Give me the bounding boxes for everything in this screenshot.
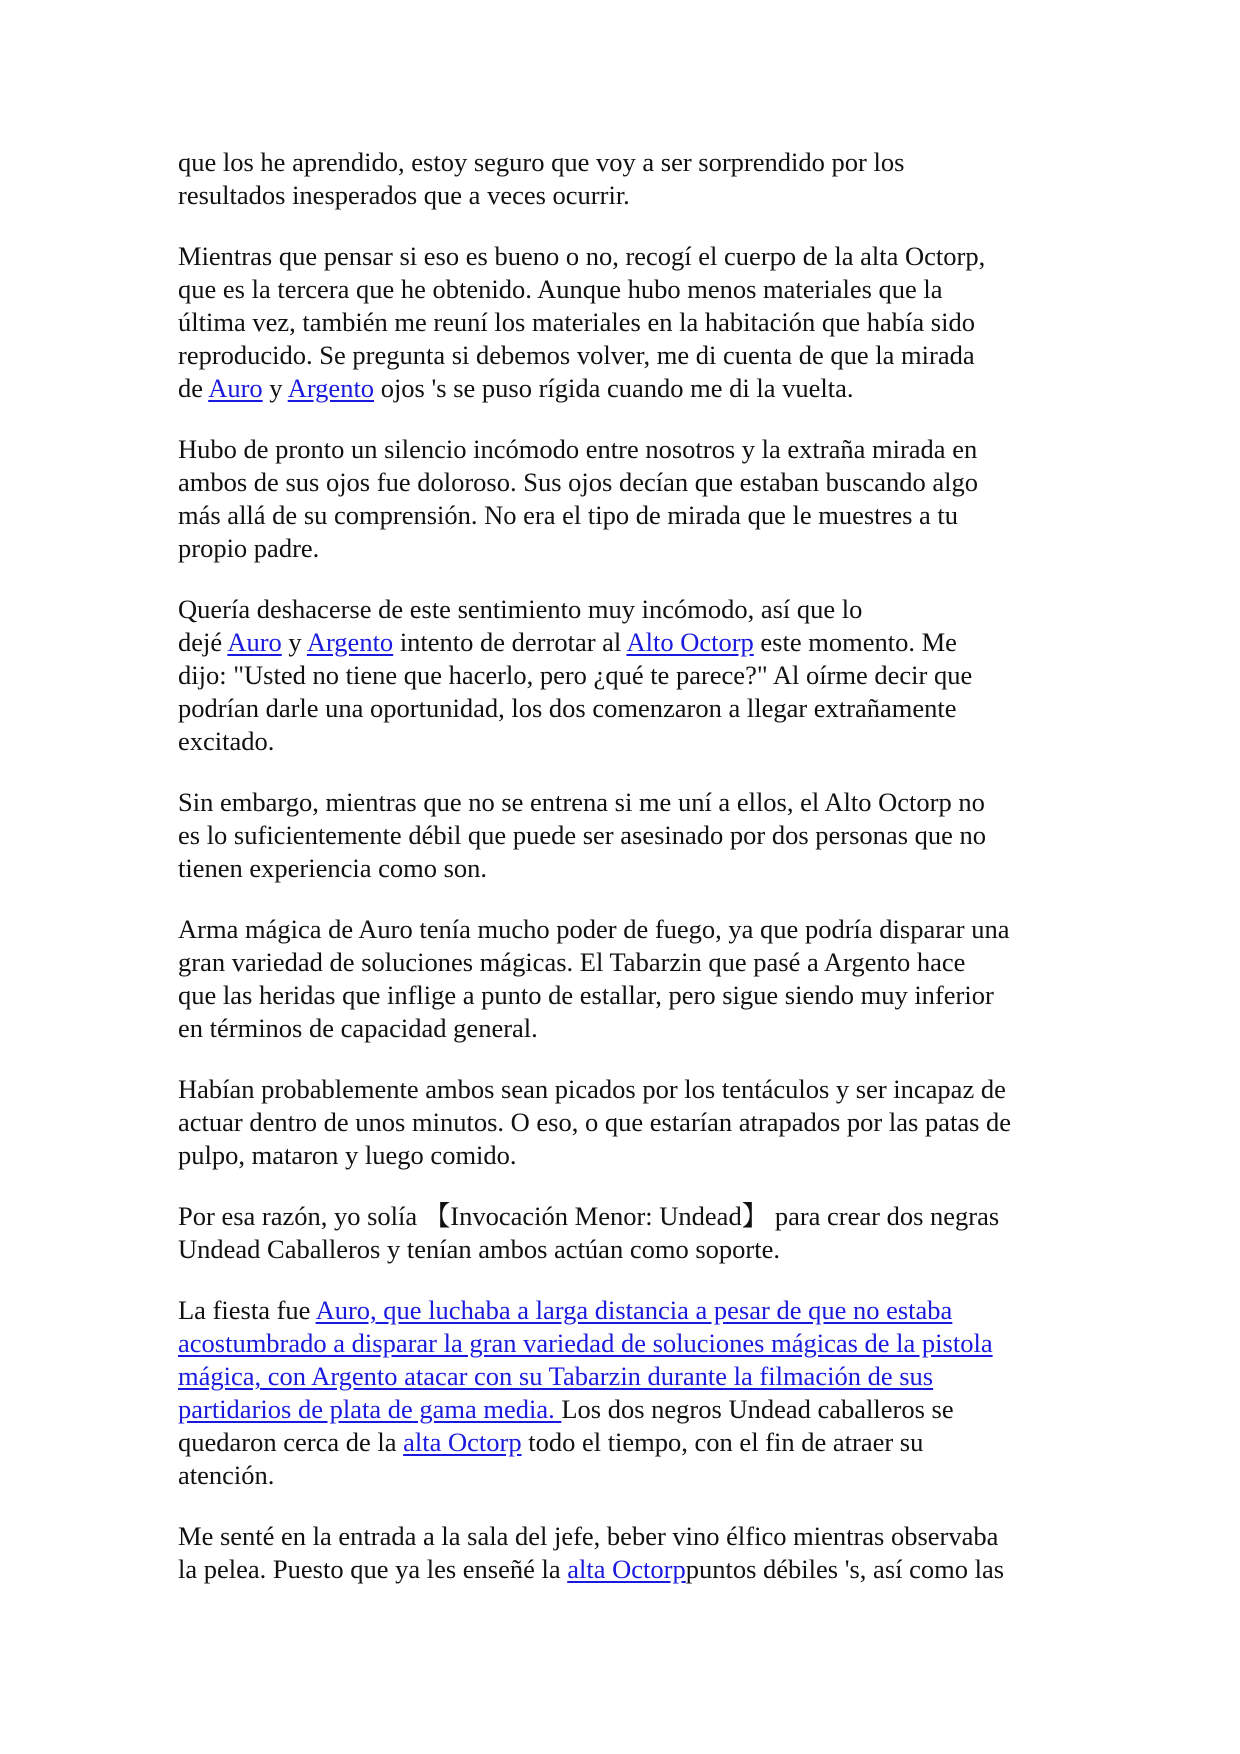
- paragraph: [178, 1200, 1083, 1266]
- text-segment: gran variedad de soluciones mágicas. El Tabarzin que pasé a Argento hace: [178, 947, 966, 977]
- text-line: [178, 913, 1083, 946]
- text-line: [178, 1073, 1083, 1106]
- text-segment: de: [178, 373, 209, 403]
- paragraph: [178, 1520, 1083, 1586]
- paragraph: [178, 433, 1083, 565]
- document-page: [178, 146, 1083, 1614]
- text-line: [178, 1233, 1083, 1266]
- text-segment: pulpo, mataron y luego comido.: [178, 1140, 517, 1170]
- text-segment: Hubo de pronto un silencio incómodo entre nosotros y la extraña mirada en: [178, 434, 978, 464]
- text-line: [178, 979, 1083, 1012]
- inline-link[interactable]: mágica, con Argento atacar con su Tabarzin durante la filmación de sus: [178, 1361, 934, 1391]
- text-segment: más allá de su comprensión. No era el tipo de mirada que le muestres a tu: [178, 500, 959, 530]
- text-line: [178, 725, 1083, 758]
- inline-link[interactable]: Auro: [208, 373, 263, 403]
- text-segment: Los dos negros Undead caballeros se: [561, 1394, 954, 1424]
- text-line: [178, 1012, 1083, 1045]
- text-segment: es lo suficientemente débil que puede ser asesinado por dos personas que no: [178, 820, 987, 850]
- text-segment: tienen experiencia como son.: [178, 853, 488, 883]
- text-segment: resultados inesperados que a veces ocurrir.: [178, 180, 630, 210]
- text-segment: excitado.: [178, 726, 275, 756]
- text-line: [178, 786, 1083, 819]
- text-segment: Por esa razón, yo solía 【Invocación Menor: Undead】 para crear dos negras: [178, 1201, 1000, 1231]
- paragraph: [178, 786, 1083, 885]
- text-segment: que es la tercera que he obtenido. Aunque hubo menos materiales que la: [178, 274, 943, 304]
- text-line: [178, 240, 1083, 273]
- text-line: [178, 433, 1083, 466]
- text-segment: intento de derrotar al: [393, 627, 627, 657]
- text-segment: atención.: [178, 1460, 275, 1490]
- text-line: [178, 339, 1083, 372]
- text-segment: y: [262, 373, 288, 403]
- paragraph: [178, 1294, 1083, 1492]
- text-line: [178, 1200, 1083, 1233]
- text-line: [178, 146, 1083, 179]
- text-line: [178, 692, 1083, 725]
- text-segment: Sin embargo, mientras que no se entrena si me uní a ellos, el Alto Octorp no: [178, 787, 985, 817]
- text-segment: Quería deshacerse de este sentimiento muy incómodo, así que lo: [178, 594, 863, 624]
- text-segment: la pelea. Puesto que ya les enseñé la: [178, 1554, 568, 1584]
- text-line: [178, 1426, 1083, 1459]
- text-line: [178, 1553, 1083, 1586]
- text-line: [178, 306, 1083, 339]
- inline-link[interactable]: alta Octorp: [567, 1554, 686, 1584]
- inline-link[interactable]: Auro: [227, 627, 282, 657]
- paragraph: [178, 913, 1083, 1045]
- text-line: [178, 372, 1083, 405]
- inline-link[interactable]: alta Octorp: [403, 1427, 522, 1457]
- text-segment: reproducido. Se pregunta si debemos volver, me di cuenta de que la mirada: [178, 340, 975, 370]
- text-segment: que los he aprendido, estoy seguro que voy a ser sorprendido por los: [178, 147, 905, 177]
- text-line: [178, 1327, 1083, 1360]
- text-segment: última vez, también me reuní los materiales en la habitación que había sido: [178, 307, 975, 337]
- text-segment: ambos de sus ojos fue doloroso. Sus ojos decían que estaban buscando algo: [178, 467, 979, 497]
- text-segment: y: [281, 627, 307, 657]
- text-line: [178, 1106, 1083, 1139]
- text-segment: Me senté en la entrada a la sala del jefe, beber vino élfico mientras observaba: [178, 1521, 999, 1551]
- text-segment: puntos débiles 's, así como las: [685, 1554, 1005, 1584]
- text-segment: todo el tiempo, con el fin de atraer su: [521, 1427, 924, 1457]
- text-segment: La fiesta fue: [178, 1295, 316, 1325]
- text-segment: Undead Caballeros y tenían ambos actúan como soporte.: [178, 1234, 780, 1264]
- text-line: [178, 1393, 1083, 1426]
- text-line: [178, 1294, 1083, 1327]
- text-segment: actuar dentro de unos minutos. O eso, o que estarían atrapados por las patas de: [178, 1107, 1012, 1137]
- paragraph: [178, 146, 1083, 212]
- text-line: [178, 946, 1083, 979]
- inline-link[interactable]: acostumbrado a disparar la gran variedad de soluciones mágicas de la pistola: [178, 1328, 993, 1358]
- paragraph: [178, 1073, 1083, 1172]
- text-line: [178, 819, 1083, 852]
- text-segment: este momento. Me: [753, 627, 957, 657]
- text-segment: en términos de capacidad general.: [178, 1013, 538, 1043]
- text-line: [178, 1139, 1083, 1172]
- text-segment: Arma mágica de Auro tenía mucho poder de fuego, ya que podría disparar una: [178, 914, 1010, 944]
- text-line: [178, 626, 1083, 659]
- inline-link[interactable]: Auro, que luchaba a larga distancia a pesar de que no estaba: [315, 1295, 953, 1325]
- text-line: [178, 593, 1083, 626]
- paragraph: [178, 240, 1083, 405]
- text-segment: ojos 's se puso rígida cuando me di la vuelta.: [374, 373, 854, 403]
- text-line: [178, 1360, 1083, 1393]
- text-segment: dejé: [178, 627, 228, 657]
- text-segment: dijo: "Usted no tiene que hacerlo, pero ¿qué te parece?" Al oírme decir que: [178, 660, 973, 690]
- text-segment: propio padre.: [178, 533, 320, 563]
- inline-link[interactable]: Argento: [306, 627, 394, 657]
- text-segment: que las heridas que inflige a punto de estallar, pero sigue siendo muy inferior: [178, 980, 994, 1010]
- text-line: [178, 532, 1083, 565]
- text-segment: Habían probablemente ambos sean picados por los tentáculos y ser incapaz de: [178, 1074, 1006, 1104]
- text-line: [178, 659, 1083, 692]
- inline-link[interactable]: Alto Octorp: [626, 627, 754, 657]
- text-line: [178, 1520, 1083, 1553]
- text-segment: quedaron cerca de la: [178, 1427, 404, 1457]
- text-line: [178, 466, 1083, 499]
- text-line: [178, 852, 1083, 885]
- text-segment: Mientras que pensar si eso es bueno o no, recogí el cuerpo de la alta Octorp,: [178, 241, 986, 271]
- inline-link[interactable]: Argento: [287, 373, 375, 403]
- text-segment: podrían darle una oportunidad, los dos comenzaron a llegar extrañamente: [178, 693, 957, 723]
- text-line: [178, 179, 1083, 212]
- text-line: [178, 1459, 1083, 1492]
- paragraph: [178, 593, 1083, 758]
- text-line: [178, 499, 1083, 532]
- text-line: [178, 273, 1083, 306]
- inline-link[interactable]: partidarios de plata de gama media.: [178, 1394, 562, 1424]
